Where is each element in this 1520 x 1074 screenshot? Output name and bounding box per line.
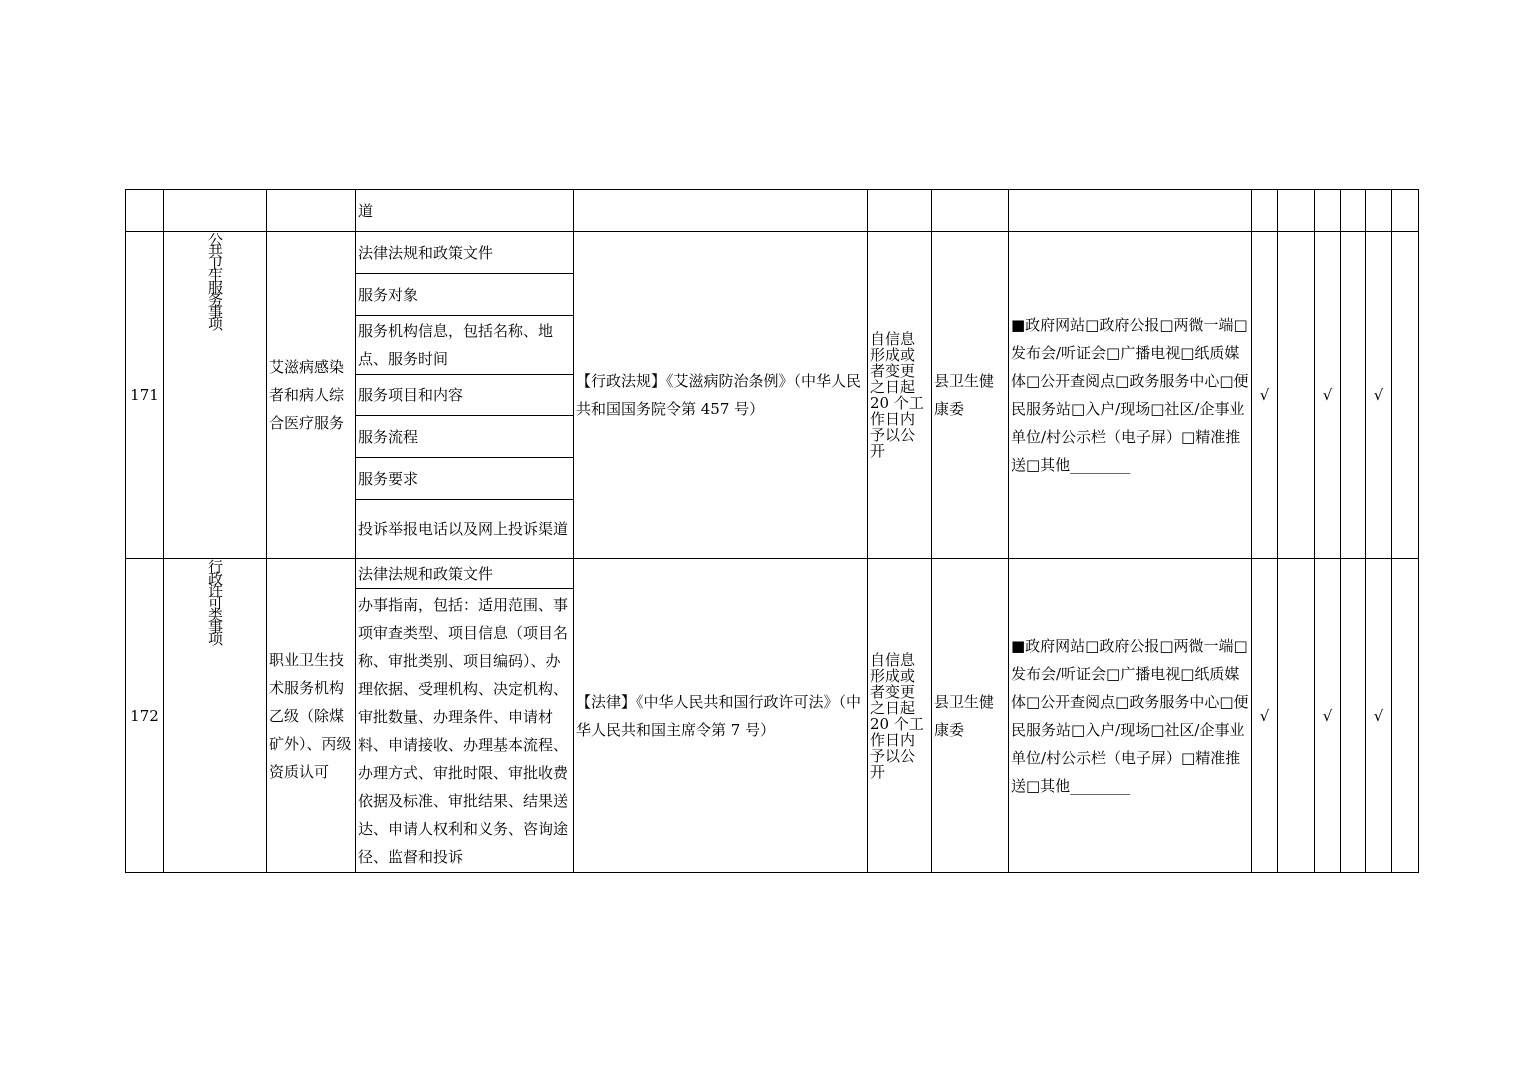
mark-cell	[1278, 232, 1315, 559]
content-cell: 法律法规和政策文件	[356, 232, 574, 274]
row-number: 171	[126, 232, 164, 559]
content-cell: 服务流程	[356, 416, 574, 458]
category-cell	[164, 232, 267, 559]
cell-empty	[574, 190, 868, 232]
mark-cell: √	[1315, 559, 1341, 873]
mark-cell: √	[1252, 232, 1278, 559]
content-cell: 办事指南，包括：适用范围、事项审查类型、项目信息（项目名称、审批类别、项目编码）、办理依据、受理机构、决定机构、审批数量、办理条件、申请材料、申请接收、办理基本流程、办理方式、审批时限、审批收费依据及标准、审批结果、结果送达、申请人权利和义务、咨询途径、监督和投诉	[356, 589, 574, 873]
cell-empty	[1278, 190, 1315, 232]
content-cell: 服务机构信息，包括名称、地点、服务时间	[356, 316, 574, 375]
cell-empty	[1009, 190, 1252, 232]
mark-cell	[1341, 232, 1366, 559]
disclosure-table	[125, 189, 1419, 873]
mark-cell: √	[1315, 232, 1341, 559]
cell-empty	[1392, 190, 1419, 232]
category-text: 公共卫生服务事项	[206, 232, 224, 328]
mark-cell	[1392, 559, 1419, 873]
mark-cell	[1341, 559, 1366, 873]
time-limit-cell: 自信息形成或者变更之日起 20 个工作日内予以公开	[868, 232, 932, 559]
table-row	[126, 232, 1419, 274]
subject-cell: 县卫生健康委	[932, 232, 1009, 559]
cell-empty	[1315, 190, 1341, 232]
item-name: 艾滋病感染者和病人综合医疗服务	[267, 232, 356, 559]
category-text: 行政许可类事项	[206, 559, 224, 643]
basis-cell: 【法律】《中华人民共和国行政许可法》（中华人民共和国主席令第 7 号）	[574, 559, 868, 873]
cell-empty	[267, 190, 356, 232]
subject-cell: 县卫生健康委	[932, 559, 1009, 873]
channels-cell: ■政府网站□政府公报□两微一端□发布会/听证会□广播电视□纸质媒体□公开查阅点□政务服务中心□便民服务站□入户/现场□社区/企事业单位/村公示栏（电子屏）□精准推送□其他________	[1009, 559, 1252, 873]
row-number: 172	[126, 559, 164, 873]
table-row	[126, 190, 1419, 232]
mark-cell: √	[1366, 232, 1392, 559]
basis-cell: 【行政法规】《艾滋病防治条例》（中华人民共和国国务院令第 457 号）	[574, 232, 868, 559]
category-cell	[164, 559, 267, 873]
mark-cell: √	[1366, 559, 1392, 873]
cell-empty	[164, 190, 267, 232]
content-cell: 道	[356, 190, 574, 232]
content-cell: 投诉举报电话以及网上投诉渠道	[356, 500, 574, 559]
cell-empty	[126, 190, 164, 232]
channels-cell: ■政府网站□政府公报□两微一端□发布会/听证会□广播电视□纸质媒体□公开查阅点□政务服务中心□便民服务站□入户/现场□社区/企事业单位/村公示栏（电子屏）□精准推送□其他________	[1009, 232, 1252, 559]
content-cell: 服务要求	[356, 458, 574, 500]
mark-cell	[1392, 232, 1419, 559]
content-cell: 法律法规和政策文件	[356, 559, 574, 589]
cell-empty	[1252, 190, 1278, 232]
mark-cell: √	[1252, 559, 1278, 873]
cell-empty	[932, 190, 1009, 232]
cell-empty	[868, 190, 932, 232]
cell-empty	[1341, 190, 1366, 232]
content-cell: 服务项目和内容	[356, 375, 574, 416]
cell-empty	[1366, 190, 1392, 232]
time-limit-cell: 自信息形成或者变更之日起 20 个工作日内予以公开	[868, 559, 932, 873]
item-name: 职业卫生技术服务机构乙级（除煤矿外）、丙级资质认可	[267, 559, 356, 873]
table-row	[126, 559, 1419, 589]
mark-cell	[1278, 559, 1315, 873]
content-cell: 服务对象	[356, 274, 574, 316]
